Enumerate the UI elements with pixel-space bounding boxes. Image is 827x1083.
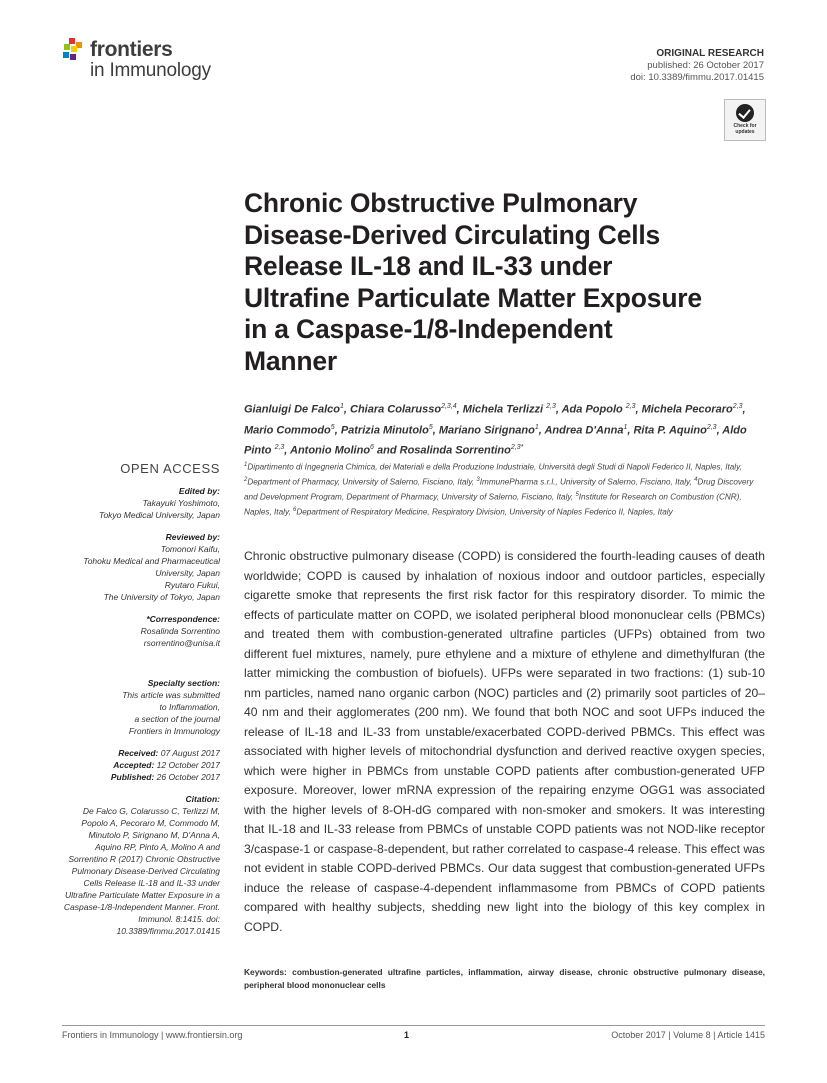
author[interactable]: Ada Popolo [561,403,623,416]
specialty-text: Frontiers in Immunology [128,726,220,736]
author-affil-sup: 1 [339,403,344,410]
author[interactable]: Patrizia Minutolo [340,424,429,437]
affiliation: Department of Respiratory Medicine, Respiratory Division, University of Naples Federico II, Naples, Italy [296,507,673,517]
author[interactable]: Aldo Pinto [244,424,747,457]
keywords-list: combustion-generated ultrafine particles, inflammation, airway disease, chronic obstructive pulmonary disease, peripheral blood mononuclear cells [244,967,765,990]
affil-sup: 2 [244,476,248,483]
author-affil-sup: 2,3 [706,423,717,431]
journal-name-word2: in Immunology [90,60,211,81]
doi[interactable]: doi: 10.3389/fimmu.2017.01415 [630,72,764,83]
footer-issue: October 2017 | Volume 8 | Article 1415 [611,1030,765,1040]
article-meta [630,48,764,84]
author-affil-sup: 6 [370,444,374,452]
correspondence-block [40,613,220,649]
specialty-text: a section of the journal [134,714,220,724]
affiliation: Dipartimento di Ingegneria Chimica, dei Materiali e della Produzione Industriale, Università degli Studi di Napoli Federico II, Naples, Italy, [247,462,742,472]
author[interactable]: Chiara Colarusso [350,403,442,416]
specialty-block [40,677,220,737]
author-affil-sup: 2,3 [732,403,743,410]
reviewer-affiliation: Tohoku Medical and Pharmaceutical [83,556,220,566]
keywords-label: Keywords: [244,967,287,977]
author[interactable]: Andrea D'Anna [544,424,624,437]
author[interactable]: Mariano Sirignano [438,424,535,437]
author[interactable]: Michela Terlizzi [462,403,544,416]
published-date-sidebar: 26 October 2017 [156,772,220,782]
specialty-text: This article was submitted [122,690,220,700]
footer-journal[interactable]: Frontiers in Immunology | www.frontiersin.org [62,1030,243,1040]
title-line: Disease-Derived Circulating Cells [244,219,661,250]
affil-sup: 1 [244,462,248,468]
author-list: Gianluigi De Falco$^1$, Chiara Colarusso$^{2,3,4}$, Michela Terlizzi $^{2,3}$, Ada Popolo $^{2,3}$, Michela Pecoraro$^{2,3}$, Mario Commodo$^5$, Patrizia Minutolo$^5$, Mariano Sirignano$^1$, Andrea D'Anna$^1$, Rita P. Aquino$^{2,3}$, Aldo Pinto $^{2,3}$, Antonio Molino$^6$ and Rosalinda Sorrentino$^{2,3*}$ [244,403,747,457]
affil-sup: 5 [575,491,579,498]
affil-sup: 3 [476,476,480,483]
title-line: Ultrafine Particulate Matter Exposure [244,282,702,313]
editor-affiliation: Tokyo Medical University, Japan [99,510,220,520]
article-title [244,188,774,377]
affiliations [244,459,766,519]
edited-by-block [40,485,220,521]
author[interactable]: Rita P. Aquino [633,424,707,437]
footer-divider [62,1025,765,1026]
dates-block [40,747,220,783]
author[interactable]: Rosalinda Sorrentino [399,444,511,457]
author-affil-sup: 2,3* [510,444,524,452]
affil-sup: 4 [694,476,698,483]
affiliation: Institute for Research on Combustion (CNR), Naples, Italy, [244,492,742,517]
journal-name-word1: frontiers [90,38,173,61]
reviewer-name: Ryutaro Fukui, [164,580,220,590]
author-affil-sup: 2,3 [274,444,285,452]
frontiers-logo-icon [62,38,84,64]
correspondence-email[interactable]: rsorrentino@unisa.it [143,638,220,648]
specialty-label: Specialty section: [147,678,220,688]
author[interactable]: Antonio Molino [290,444,371,457]
published-label: Published: [110,772,155,782]
specialty-text: to Inflammation, [159,702,220,712]
author-affil-sup: 2,3,4 [441,403,457,410]
citation-text: De Falco G, Colarusso C, Terlizzi M, Popolo A, Pecoraro M, Commodo M, Minutolo P, Sirignano M, D'Anna A, Aquino RP, Pinto A, Molino A and Sorrentino R (2017) Chronic Obstructive Pulmonary Disease-Derived Circulating Cells Release IL-18 and IL-33 under Ultrafine Particulate Matter Exposure in a Caspase-1/8-Independent Manner. Front. Immunol. 8:1415. doi: 10.3389/fimmu.2017.01415 [63,806,220,936]
affiliation: Drug Discovery and Development Program, Department of Pharmacy, University of Salerno, Fisciano, Italy, [244,477,754,502]
author[interactable]: Mario Commodo [244,424,331,437]
article-type: ORIGINAL RESEARCH [656,48,764,59]
affiliation: Department of Pharmacy, University of Salerno, Fisciano, Italy, [247,477,475,487]
correspondence-name: Rosalinda Sorrentino [140,626,220,636]
author-affil-sup: 5 [428,423,433,431]
author-affil-sup: 5 [330,423,335,431]
author-affil-sup: 2,3 [625,403,636,410]
correspondence-label: *Correspondence: [146,614,220,624]
citation-block [40,793,220,937]
open-access-label: OPEN ACCESS [120,461,220,476]
sidebar [40,463,220,947]
keywords [244,966,765,992]
check-updates-label-2: updates [735,129,755,135]
received-date: 07 August 2017 [160,748,220,758]
author[interactable]: Michela Pecoraro [641,403,733,416]
reviewed-by-block [40,531,220,603]
citation-label: Citation: [185,794,220,804]
accepted-date: 12 October 2017 [156,760,220,770]
accepted-label: Accepted: [113,760,155,770]
reviewer-name: Tomonori Kaifu, [160,544,220,554]
check-updates-label-1: Check for [733,123,757,129]
edited-by-label: Edited by: [178,486,220,496]
author-affil-sup: 1 [623,423,628,431]
title-line: Manner [244,345,338,376]
reviewer-affiliation: University, Japan [155,568,220,578]
journal-logo[interactable] [62,36,232,86]
check-for-updates-button[interactable] [724,99,766,141]
reviewed-by-label: Reviewed by: [165,532,220,542]
title-line: Chronic Obstructive Pulmonary [244,188,638,218]
editor-name: Takayuki Yoshimoto, [142,498,220,508]
title-line: Release IL-18 and IL-33 under [244,251,613,281]
abstract: Chronic obstructive pulmonary disease (COPD) is considered the fourth-leading causes of death worldwide; COPD is caused by inhalation of noxious indoor and outdoor particles, especially cigarette smoke that represents the first risk factor for this respiratory disorder. To mimic the effects of particulate matter on COPD, we isolated peripheral blood mononuclear cells (PBMCs) and treated them with combustion-generated ultrafine particles (UFPs) obtained from two different fuel mixtures, namely, pure ethylene and a mixture of ethylene and dimethylfuran (the latter mimicking the combustion of biofuels). UFPs were separated in two fractions: (1) sub-10 nm particles, named nano organic carbon (NOC) particles and (2) primarily soot particles of 20–40 nm and their agglomerates (200 nm). We found that both NOC and soot UFPs induced the release of IL-18 and IL-33 from unstable/exacerbated COPD-derived PBMCs. This effect was associated with higher levels of mitochondrial dysfunction and derived reactive oxygen species, which were higher in PBMCs from unstable COPD patients after combustion-generated UFP exposure. Moreover, lower mRNA expression of the repairing enzyme OGG1 was associated with the higher levels of 8-OH-dG compared with non-smoker and smokers. It was interesting that IL-18 and IL-33 release from PBMCs of unstable COPD patients was not NOD-like receptor 3/caspase-1 or caspase-8-dependent, but rather correlated to caspase-4 release. This effect was not evident in stable COPD-derived PBMCs. Our data suggest that combustion-generated UFPs induce the release of caspase-4-dependent inflammasome from PBMCs of COPD patients compared with healthy subjects, shedding new light into the biology of this key complex in COPD. [244,549,765,934]
affiliation: ImmunePharma s.r.l., University of Salerno, Fisciano, Italy, [479,477,692,487]
published-date: published: 26 October 2017 [647,60,764,71]
author[interactable]: Gianluigi De Falco [244,403,340,416]
author-affil-sup: 2,3 [546,403,556,410]
page-number: 1 [404,1030,410,1040]
affil-sup: 6 [293,506,297,513]
reviewer-affiliation: The University of Tokyo, Japan [103,592,220,602]
author-affil-sup: 1 [534,423,539,431]
title-line: in a Caspase-1/8-Independent [244,314,613,344]
received-label: Received: [118,748,159,758]
checkmark-icon [736,104,754,122]
